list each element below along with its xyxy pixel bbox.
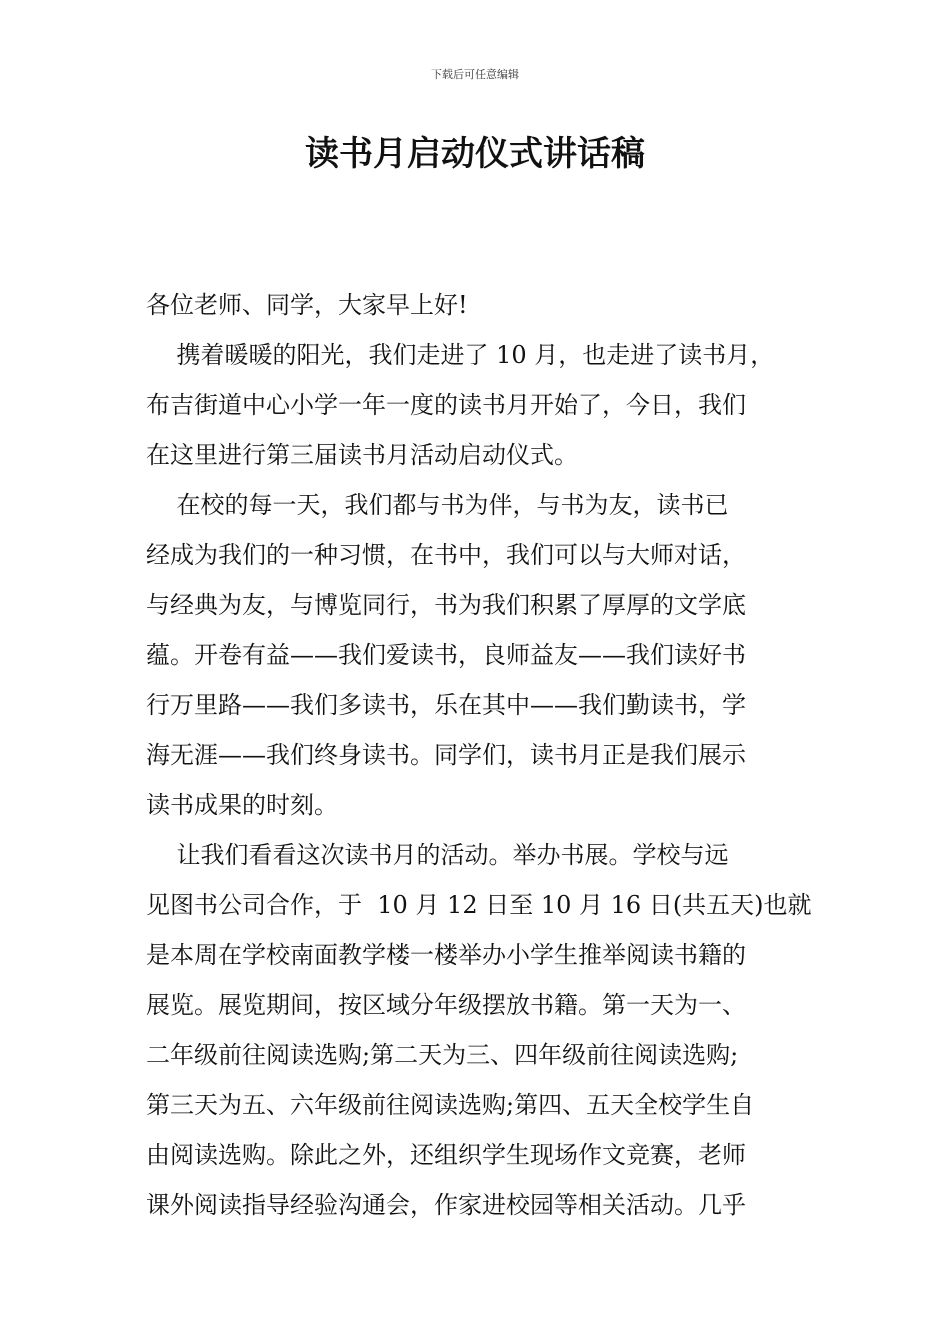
text-line: 布吉街道中心小学一年一度的读书月开始了，今日，我们: [146, 391, 746, 419]
text-line: 海无涯——我们终身读书。同学们，读书月正是我们展示: [146, 741, 746, 769]
text-line: 在这里进行第三届读书月活动启动仪式。: [146, 441, 578, 469]
text-line: 是本周在学校南面教学楼一楼举办小学生推举阅读书籍的: [146, 941, 746, 969]
text-line: 携着暖暖的阳光，我们走进了 10 月，也走进了读书月，: [146, 341, 775, 369]
text-line: 二年级前往阅读选购;第二天为三、四年级前往阅读选购;: [146, 1041, 739, 1069]
text-line: 展览。展览期间，按区域分年级摆放书籍。第一天为一、: [146, 991, 746, 1019]
text-line: 让我们看看这次读书月的活动。举办书展。学校与远: [146, 841, 729, 869]
text-line: 由阅读选购。除此之外，还组织学生现场作文竞赛，老师: [146, 1141, 746, 1169]
text-line: 课外阅读指导经验沟通会，作家进校园等相关活动。几乎: [146, 1191, 746, 1219]
document-body: [146, 280, 811, 1230]
header-note: 下载后可任意编辑: [431, 68, 519, 81]
text-line: 行万里路——我们多读书，乐在其中——我们勤读书，学: [146, 691, 746, 719]
text-line: 各位老师、同学，大家早上好!: [146, 291, 468, 319]
text-line: 见图书公司合作，于 10 月 12 日至 10 月 16 日(共五天)也就: [146, 891, 812, 919]
text-line: 读书成果的时刻。: [146, 791, 338, 819]
text-line: 经成为我们的一种习惯，在书中，我们可以与大师对话，: [146, 541, 746, 569]
text-line: 与经典为友，与博览同行，书为我们积累了厚厚的文学底: [146, 591, 746, 619]
text-line: 在校的每一天，我们都与书为伴，与书为友，读书已: [146, 491, 729, 519]
text-line: 蕴。开卷有益——我们爱读书，良师益友——我们读好书: [146, 641, 746, 669]
text-line: 第三天为五、六年级前往阅读选购;第四、五天全校学生自: [146, 1091, 755, 1119]
document-title: 读书月启动仪式讲话稿: [305, 134, 645, 174]
